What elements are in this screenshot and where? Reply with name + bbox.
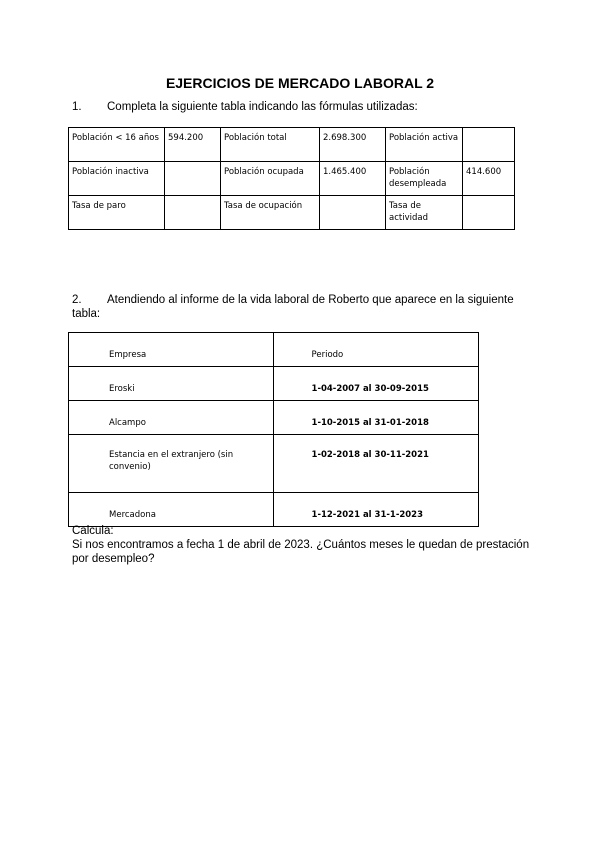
table-cell: Población inactiva — [69, 162, 165, 196]
table-cell: Tasa de ocupación — [221, 196, 320, 230]
table-cell — [320, 196, 386, 230]
work-history-table — [68, 332, 479, 527]
table-cell: 594.200 — [165, 128, 221, 162]
question-1-number: 1. — [72, 101, 82, 113]
table-cell: Población < 16 años — [69, 128, 165, 162]
labor-market-table — [68, 127, 515, 230]
table-header-cell: Periodo — [273, 333, 478, 367]
table-row — [69, 435, 479, 493]
table-row — [69, 196, 515, 230]
table-row — [69, 493, 479, 527]
table-cell: Tasa de paro — [69, 196, 165, 230]
table-cell: Población total — [221, 128, 320, 162]
calculate-question-cont: por desempleo? — [72, 553, 155, 565]
table-row — [69, 128, 515, 162]
company-cell: Eroski — [69, 367, 274, 401]
table-cell — [463, 128, 515, 162]
table-row — [69, 367, 479, 401]
question-2-text-cont: tabla: — [72, 308, 101, 320]
table-cell — [165, 196, 221, 230]
period-cell: 1-02-2018 al 30-11-2021 — [273, 435, 478, 493]
table-cell — [463, 196, 515, 230]
table-cell: 1.465.400 — [320, 162, 386, 196]
table-cell — [165, 162, 221, 196]
company-cell: Estancia en el extranjero (sin convenio) — [69, 435, 274, 493]
calculate-label: Calcula: — [72, 525, 114, 537]
calculate-question: Si nos encontramos a fecha 1 de abril de 2023. ¿Cuántos meses le quedan de prestación — [72, 539, 530, 551]
question-2-number: 2. — [72, 294, 82, 306]
table-cell: 2.698.300 — [320, 128, 386, 162]
table-cell: Población ocupada — [221, 162, 320, 196]
question-1-text: Completa la siguiente tabla indicando las fórmulas utilizadas: — [107, 101, 418, 113]
table-cell: Tasa de actividad — [386, 196, 463, 230]
table-cell: Población desempleada — [386, 162, 463, 196]
table-header-cell: Empresa — [69, 333, 274, 367]
period-cell: 1-12-2021 al 31-1-2023 — [273, 493, 478, 527]
company-cell: Alcampo — [69, 401, 274, 435]
table-header-row — [69, 333, 479, 367]
period-cell: 1-04-2007 al 30-09-2015 — [273, 367, 478, 401]
table-row — [69, 162, 515, 196]
table-cell: Población activa — [386, 128, 463, 162]
table-row — [69, 401, 479, 435]
document-title: EJERCICIOS DE MERCADO LABORAL 2 — [165, 75, 435, 91]
table-cell: 414.600 — [463, 162, 515, 196]
period-cell: 1-10-2015 al 31-01-2018 — [273, 401, 478, 435]
question-2-text: Atendiendo al informe de la vida laboral de Roberto que aparece en la siguiente — [107, 294, 514, 306]
company-cell: Mercadona — [69, 493, 274, 527]
